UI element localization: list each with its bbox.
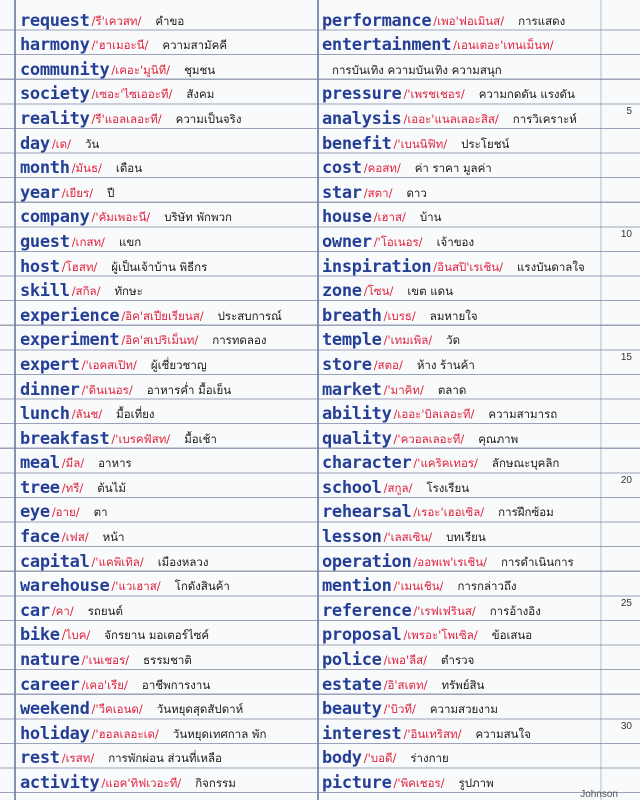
pronunciation: /เอนเตอะ'เทนเม็นท/	[453, 38, 554, 53]
vocab-row	[322, 301, 620, 326]
vocab-row	[322, 449, 620, 474]
thai-meaning: วัน	[84, 136, 100, 151]
english-word: analysis	[322, 108, 402, 129]
english-word: estate	[322, 674, 382, 695]
pronunciation: /'เลสเซิน/	[383, 530, 433, 545]
english-word: nature	[20, 650, 80, 671]
pronunciation: /'ควอลเลอะที/	[393, 431, 465, 446]
pronunciation: /'คัมเพอะนี/	[91, 210, 151, 225]
pronunciation: /ไบค/	[61, 628, 91, 643]
vocab-row	[322, 31, 620, 56]
thai-meaning: รถยนต์	[87, 603, 123, 618]
thai-meaning: สังคม	[186, 87, 215, 102]
vocab-row	[322, 277, 620, 302]
pronunciation: /แอค'ทิฟเวอะที/	[101, 776, 182, 790]
pronunciation: /ออพเพ'เรเชิน/	[413, 554, 487, 569]
english-word: rehearsal	[322, 502, 412, 523]
english-word: temple	[322, 330, 382, 351]
thai-meaning: บริษัท พักพวก	[164, 210, 233, 225]
pronunciation: /เฮาส/	[373, 210, 406, 225]
thai-meaning: อาชีพการงาน	[141, 677, 211, 692]
vocab-row	[322, 572, 620, 597]
vocab-row	[20, 301, 318, 326]
vocab-row	[20, 719, 318, 744]
vocab-row	[20, 424, 318, 449]
vocab-row	[20, 203, 318, 228]
thai-meaning: การพักผ่อน ส่วนที่เหลือ	[108, 751, 222, 766]
pronunciation: /อาย/	[51, 505, 80, 520]
vocab-row	[322, 547, 620, 572]
vocab-row	[322, 104, 620, 129]
english-word: car	[20, 600, 50, 621]
thai-meaning: จักรยาน มอเตอร์ไซค์	[104, 628, 210, 643]
pronunciation: /'แคริคเทอร/	[413, 456, 478, 471]
vocab-row	[20, 695, 318, 720]
vocab-row	[322, 178, 620, 203]
english-word: lesson	[322, 527, 382, 548]
thai-meaning: ประโยชน์	[461, 136, 510, 151]
pronunciation: /'บิวที/	[383, 702, 416, 717]
pronunciation: /'เบนนิฟิท/	[393, 136, 448, 151]
thai-meaning: วันหยุดเทศกาล พัก	[172, 726, 267, 741]
english-word: experience	[20, 305, 120, 326]
pronunciation: /ลันช/	[71, 407, 103, 422]
thai-meaning: ผู้เชี่ยวชาญ	[150, 357, 207, 372]
vocab-row	[20, 670, 318, 695]
vocab-row	[322, 203, 620, 228]
line-number: 5	[626, 106, 632, 118]
english-word: operation	[322, 551, 412, 572]
thai-meaning: โกดังสินค้า	[174, 579, 230, 594]
vocab-row	[322, 621, 620, 646]
vocab-row	[322, 695, 620, 720]
pronunciation: /'เทมเพิล/	[383, 333, 433, 348]
thai-meaning: บ้าน	[419, 210, 442, 225]
english-word: proposal	[322, 625, 402, 646]
english-word: breakfast	[20, 428, 110, 449]
thai-meaning: การวิเคราะห์	[512, 111, 577, 126]
pronunciation: /'มาคิท/	[383, 382, 424, 397]
pronunciation: /'ฮาเมอะนี/	[91, 38, 149, 53]
english-word: company	[20, 207, 90, 228]
pronunciation: /อิค'สเปียเรียนส/	[121, 308, 204, 323]
line-number: 20	[620, 475, 632, 487]
vocab-row	[322, 252, 620, 277]
pronunciation: /เออะ'แนลเลอะสิส/	[403, 111, 499, 126]
english-word: pressure	[322, 84, 402, 105]
thai-meaning: แขก	[118, 234, 142, 249]
thai-meaning: ลมหายใจ	[429, 308, 478, 323]
pronunciation: /อิ'สเตท/	[383, 677, 428, 692]
thai-meaning: คุณภาพ	[478, 431, 519, 446]
thai-meaning: ความสามัคคี	[162, 38, 228, 53]
pronunciation: /เพรอะ'โพเซิล/	[403, 628, 478, 643]
english-word: mention	[322, 576, 392, 597]
vocab-row	[322, 473, 620, 498]
line-number: 25	[620, 598, 632, 610]
vocab-row	[20, 522, 318, 547]
vocab-row	[20, 572, 318, 597]
vocab-row	[20, 375, 318, 400]
pronunciation: /โซน/	[363, 284, 394, 299]
pronunciation: /เคอะ'มูนิที/	[111, 62, 171, 77]
thai-meaning: ความกดดัน แรงดัน	[478, 87, 575, 102]
pronunciation: /เบรธ/	[383, 308, 416, 323]
english-word: eye	[20, 502, 50, 523]
pronunciation: /เยียร/	[61, 185, 94, 200]
english-word: request	[20, 10, 90, 31]
english-word: inspiration	[322, 256, 432, 277]
vocab-row	[322, 154, 620, 179]
pronunciation: /'พิคเชอร/	[393, 776, 445, 790]
thai-meaning: หน้า	[102, 530, 125, 545]
english-word: market	[322, 379, 382, 400]
english-word: store	[322, 354, 372, 375]
line-number: 15	[620, 352, 632, 364]
vocab-row	[20, 768, 318, 793]
pronunciation: /'อินเทริสท/	[403, 726, 462, 741]
pronunciation: /สตอ/	[373, 357, 403, 372]
thai-meaning: ตำรวจ	[441, 653, 475, 668]
pronunciation: /เคอ'เรีย/	[81, 677, 128, 692]
thai-meaning: ผู้เป็นเจ้าบ้าน พิธีกร	[111, 259, 208, 274]
vocab-row	[20, 31, 318, 56]
pronunciation: /สกูล/	[383, 480, 413, 495]
english-word: performance	[322, 10, 432, 31]
english-word: month	[20, 158, 70, 179]
english-word: experiment	[20, 330, 120, 351]
english-word: quality	[322, 428, 392, 449]
english-word: bike	[20, 625, 60, 646]
pronunciation: /มันธ/	[71, 161, 102, 176]
pronunciation: /คา/	[51, 603, 74, 618]
pronunciation: /เรอะ'เฮอเซิล/	[413, 505, 485, 520]
vocab-row	[20, 154, 318, 179]
pronunciation: /'เมนเชิน/	[393, 579, 444, 594]
vocab-row	[20, 326, 318, 351]
english-word: career	[20, 674, 80, 695]
thai-meaning: เจ้าของ	[436, 234, 475, 249]
vocab-row	[322, 670, 620, 695]
english-word: owner	[322, 231, 372, 252]
vocab-row	[20, 744, 318, 769]
vocab-row	[322, 498, 620, 523]
thai-meaning: ดาว	[406, 185, 427, 200]
english-word: dinner	[20, 379, 80, 400]
thai-meaning: การแสดง	[518, 13, 566, 28]
thai-meaning: ทักษะ	[114, 284, 143, 299]
english-word: reference	[322, 600, 412, 621]
thai-meaning: ประสบการณ์	[217, 308, 282, 323]
english-word: breath	[322, 305, 382, 326]
pronunciation: /เด/	[51, 136, 71, 151]
thai-meaning: วันหยุดสุดสัปดาห์	[156, 702, 244, 717]
english-word: year	[20, 182, 60, 203]
pronunciation: /เพอ'ฟอเมินส/	[433, 13, 505, 28]
pronunciation: /'เบรคฟัสท/	[111, 431, 171, 446]
thai-meaning: การอ้างอิง	[489, 603, 541, 618]
english-word: benefit	[322, 133, 392, 154]
vocab-row	[322, 326, 620, 351]
english-word: picture	[322, 773, 392, 793]
vocab-row	[322, 768, 620, 793]
vocab-row	[20, 473, 318, 498]
english-word: warehouse	[20, 576, 110, 597]
english-word: holiday	[20, 723, 90, 744]
footer-name: Johnson	[580, 789, 618, 800]
thai-meaning: แรงบันดาลใจ	[517, 259, 585, 274]
thai-meaning: ความสวยงาม	[429, 702, 498, 717]
pronunciation: /'โอเนอร/	[373, 234, 423, 249]
pronunciation: /ทรี/	[61, 480, 84, 495]
thai-meaning: เมืองหลวง	[157, 554, 209, 569]
thai-meaning: ชุมชน	[184, 62, 216, 77]
thai-meaning: อาหารค่ำ มื้อเย็น	[146, 382, 232, 397]
thai-meaning: เดือน	[115, 161, 143, 176]
vocab-row	[20, 449, 318, 474]
vocab-row	[322, 719, 620, 744]
vocab-row	[20, 350, 318, 375]
vocab-row	[20, 596, 318, 621]
english-word: guest	[20, 231, 70, 252]
english-word: activity	[20, 773, 100, 793]
pronunciation: /'แวเฮาส/	[111, 579, 161, 594]
vocabulary-column-right	[322, 6, 620, 793]
pronunciation: /'เพรชเชอร/	[403, 87, 465, 102]
english-word: expert	[20, 354, 80, 375]
english-word: lunch	[20, 404, 70, 425]
english-word: skill	[20, 281, 70, 302]
vocabulary-column-left	[20, 6, 318, 793]
vocab-row	[322, 129, 620, 154]
pronunciation: /'ฮอลเลอะเด/	[91, 726, 159, 741]
pronunciation: /รี'เควสท/	[91, 13, 142, 28]
vocab-row	[20, 645, 318, 670]
vocab-row	[20, 227, 318, 252]
thai-meaning: รูปภาพ	[458, 776, 494, 790]
pronunciation: /'วีคเอนด/	[91, 702, 143, 717]
pronunciation: /เซอะ'ไซเออะที/	[91, 87, 173, 102]
vocab-row	[20, 277, 318, 302]
vocab-row	[322, 227, 620, 252]
pronunciation: /'ดินเนอร/	[81, 382, 133, 397]
english-word: tree	[20, 477, 60, 498]
english-word: interest	[322, 723, 402, 744]
english-word: zone	[322, 281, 362, 302]
thai-meaning: ค่า ราคา มูลค่า	[414, 161, 492, 176]
english-word: harmony	[20, 35, 90, 56]
english-word: school	[322, 477, 382, 498]
pronunciation: /'เรฟเฟรินส/	[413, 603, 476, 618]
vocab-row	[20, 55, 318, 80]
english-word: meal	[20, 453, 60, 474]
english-word: reality	[20, 108, 90, 129]
thai-meaning: ข้อเสนอ	[491, 628, 533, 643]
english-word: rest	[20, 748, 60, 769]
english-word: society	[20, 84, 90, 105]
thai-meaning: อาหาร	[98, 456, 132, 471]
line-number: 10	[620, 229, 632, 241]
vocab-row	[322, 744, 620, 769]
pronunciation: /สกิล/	[71, 284, 101, 299]
thai-meaning: โรงเรียน	[426, 480, 470, 495]
thai-meaning: ต้นไม้	[97, 480, 126, 495]
vocab-row	[20, 129, 318, 154]
thai-meaning: ร่างกาย	[410, 751, 449, 766]
pronunciation: /เฟส/	[61, 530, 89, 545]
thai-meaning: ทรัพย์สิน	[441, 677, 485, 692]
pronunciation: /รี'แอลเลอะที/	[91, 111, 162, 126]
vocab-row	[322, 596, 620, 621]
english-word: day	[20, 133, 50, 154]
pronunciation: /โฮสท/	[61, 259, 98, 274]
vocab-row	[20, 498, 318, 523]
thai-meaning: ตลาด	[437, 382, 467, 397]
thai-meaning: ความสนใจ	[475, 726, 531, 741]
thai-meaning: ตา	[93, 505, 108, 520]
thai-meaning: มื้อเที่ยง	[116, 407, 155, 422]
thai-meaning: การกล่าวถึง	[457, 579, 517, 594]
english-word: community	[20, 59, 110, 80]
english-word: house	[322, 207, 372, 228]
pronunciation: /'บอดี/	[363, 751, 397, 766]
english-word: capital	[20, 551, 90, 572]
english-word: star	[322, 182, 362, 203]
pronunciation: /เพอ'ลีส/	[383, 653, 428, 668]
pronunciation: /คอสท/	[363, 161, 401, 176]
english-word: body	[322, 748, 362, 769]
vocab-row	[322, 80, 620, 105]
pronunciation: /สตา/	[363, 185, 393, 200]
thai-meaning: ความสามารถ	[488, 407, 558, 422]
vocab-row	[20, 6, 318, 31]
vocab-row	[20, 252, 318, 277]
pronunciation: /'เนเชอร/	[81, 653, 130, 668]
pronunciation: /อิค'สเปริเม็นท/	[121, 333, 199, 348]
pronunciation: /'เอคสเปิท/	[81, 357, 137, 372]
thai-meaning: คำขอ	[155, 13, 185, 28]
thai-meaning: ลักษณะบุคลิก	[491, 456, 560, 471]
vocab-row	[322, 375, 620, 400]
english-word: character	[322, 453, 412, 474]
english-word: beauty	[322, 699, 382, 720]
vocab-row	[322, 400, 620, 425]
vocab-row	[322, 350, 620, 375]
vocab-row	[322, 522, 620, 547]
thai-meaning: เขต แดน	[407, 284, 454, 299]
english-word: weekend	[20, 699, 90, 720]
thai-meaning: การดำเนินการ	[500, 554, 574, 569]
english-word: entertainment	[322, 35, 452, 56]
thai-meaning: ห้าง ร้านค้า	[416, 357, 475, 372]
vocab-row	[20, 621, 318, 646]
pronunciation: /อินสปิ'เรเชิน/	[433, 259, 503, 274]
english-word: cost	[322, 158, 362, 179]
english-word: host	[20, 256, 60, 277]
thai-meaning: การทดลอง	[212, 333, 267, 348]
line-number: 30	[620, 721, 632, 733]
pronunciation: /เรสท/	[61, 751, 95, 766]
thai-meaning: ความเป็นจริง	[175, 111, 242, 126]
pronunciation: /มีล/	[61, 456, 85, 471]
vocab-row	[20, 80, 318, 105]
thai-meaning: ปี	[107, 185, 115, 200]
vocab-row	[20, 400, 318, 425]
thai-meaning: กิจกรรม	[195, 776, 236, 790]
thai-meaning: ธรรมชาติ	[143, 653, 192, 668]
pronunciation: /เกสท/	[71, 234, 105, 249]
thai-meaning: การบันเทิง ความบันเทิง ความสนุก	[332, 62, 502, 77]
left-margin-line	[14, 0, 16, 800]
english-word: police	[322, 650, 382, 671]
thai-meaning: การฝึกซ้อม	[498, 505, 554, 520]
vocab-row	[322, 424, 620, 449]
pronunciation: /เออะ'บิลเลอะที/	[393, 407, 475, 422]
vocab-row	[322, 645, 620, 670]
thai-meaning: มื้อเช้า	[184, 431, 217, 446]
english-word: face	[20, 527, 60, 548]
vocab-row	[322, 55, 620, 80]
vocab-row	[20, 547, 318, 572]
vocab-row	[322, 6, 620, 31]
thai-meaning: บทเรียน	[446, 530, 486, 545]
vocab-row	[20, 104, 318, 129]
thai-meaning: วัด	[446, 333, 461, 348]
english-word: ability	[322, 404, 392, 425]
pronunciation: /'แคพิเทิล/	[91, 554, 144, 569]
vocab-row	[20, 178, 318, 203]
